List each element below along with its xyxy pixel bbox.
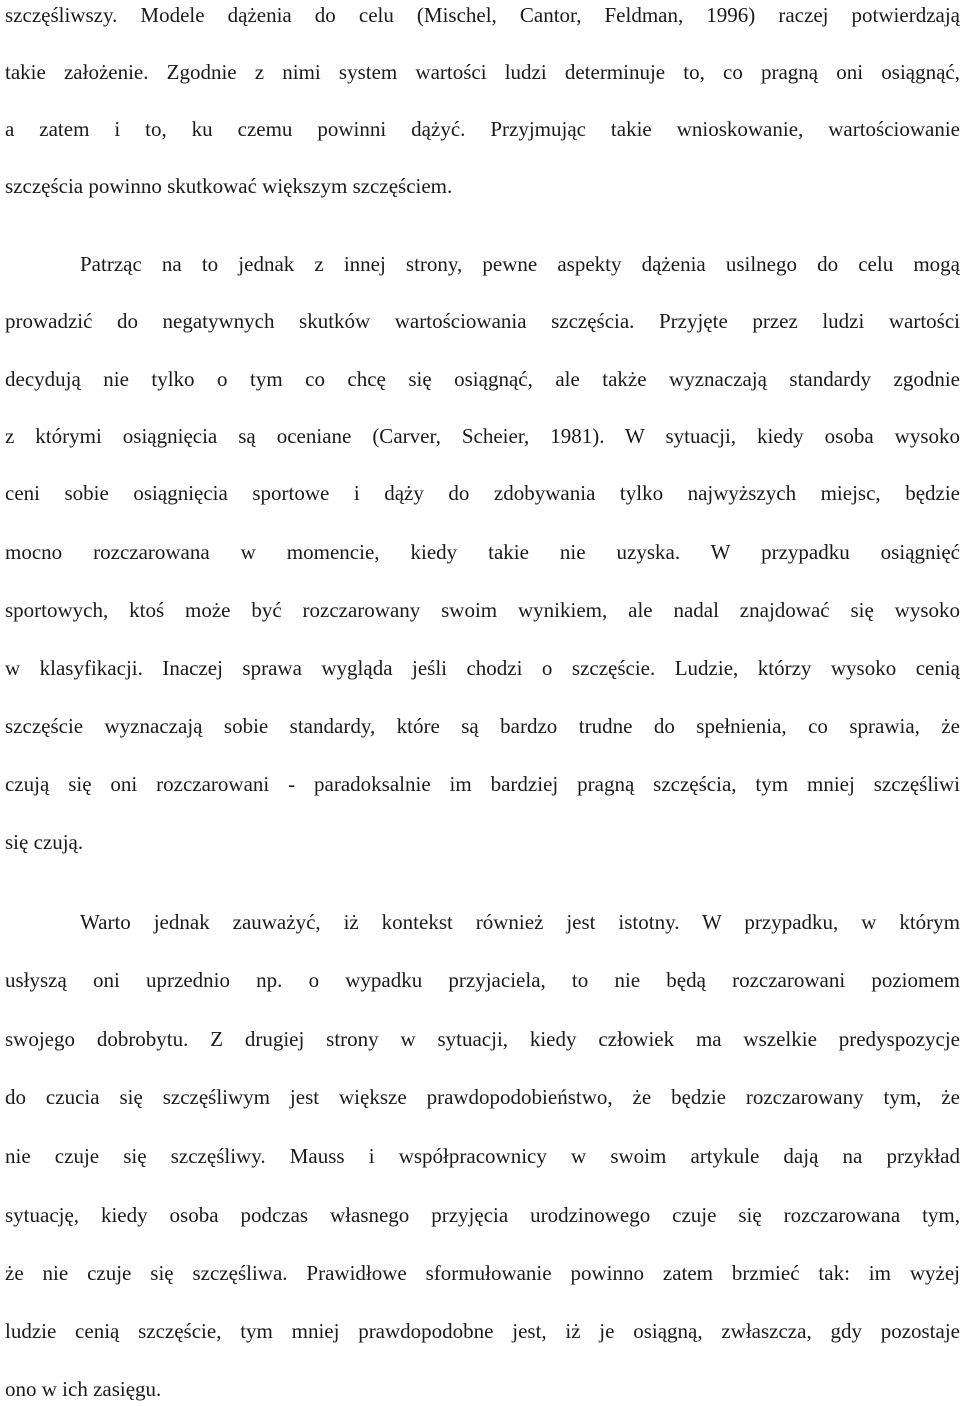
text-line: z którymi osiągnięcia są oceniane (Carver, Scheier, 1981). W sytuacji, kiedy osoba wysoko xyxy=(5,424,960,448)
text-line: szczęścia powinno skutkować większym szczęściem. xyxy=(5,174,453,198)
text-line: nie czuje się szczęśliwy. Mauss i współpracownicy w swoim artykule dają na przykład xyxy=(5,1144,960,1168)
text-line: usłyszą oni uprzednio np. o wypadku przyjaciela, to nie będą rozczarowani poziomem xyxy=(5,968,960,992)
text-line: ono w ich zasięgu. xyxy=(5,1377,162,1401)
text-line: w klasyfikacji. Inaczej sprawa wygląda jeśli chodzi o szczęście. Ludzie, którzy wysoko cenią xyxy=(5,656,960,680)
text-line: szczęśliwszy. Modele dążenia do celu (Mischel, Cantor, Feldman, 1996) raczej potwierdzają xyxy=(5,3,960,27)
text-line: sportowych, ktoś może być rozczarowany swoim wynikiem, ale nadal znajdować się wysoko xyxy=(5,598,960,622)
text-line: czują się oni rozczarowani - paradoksalnie im bardziej pragną szczęścia, tym mniej szczęśliwi xyxy=(5,772,960,796)
text-line: ludzie cenią szczęście, tym mniej prawdopodobne jest, iż je osiągną, zwłaszcza, gdy pozostaje xyxy=(5,1319,960,1343)
text-line: decydują nie tylko o tym co chcę się osiągnąć, ale także wyznaczają standardy zgodnie xyxy=(5,367,960,391)
text-line: szczęście wyznaczają sobie standardy, które są bardzo trudne do spełnienia, co sprawia, że xyxy=(5,714,960,738)
text-line: się czują. xyxy=(5,830,84,854)
text-line: a zatem i to, ku czemu powinni dążyć. Przyjmując takie wnioskowanie, wartościowanie xyxy=(5,117,960,141)
text-line: takie założenie. Zgodnie z nimi system wartości ludzi determinuje to, co pragną oni osiągnąć, xyxy=(5,60,960,84)
text-line: sytuację, kiedy osoba podczas własnego przyjęcia urodzinowego czuje się rozczarowana tym, xyxy=(5,1203,960,1227)
text-line: prowadzić do negatywnych skutków wartościowania szczęścia. Przyjęte przez ludzi wartości xyxy=(5,309,960,333)
text-line: do czucia się szczęśliwym jest większe prawdopodobieństwo, że będzie rozczarowany tym, że xyxy=(5,1085,960,1109)
text-line: ceni sobie osiągnięcia sportowe i dąży do zdobywania tylko najwyższych miejsc, będzie xyxy=(5,481,960,505)
text-line: swojego dobrobytu. Z drugiej strony w sytuacji, kiedy człowiek ma wszelkie predyspozycje xyxy=(5,1027,960,1051)
paragraph-first-line: Patrząc na to jednak z innej strony, pewne aspekty dążenia usilnego do celu mogą xyxy=(80,252,960,276)
text-line: że nie czuje się szczęśliwa. Prawidłowe sformułowanie powinno zatem brzmieć tak: im wyżej xyxy=(5,1261,960,1285)
paragraph-first-line: Warto jednak zauważyć, iż kontekst również jest istotny. W przypadku, w którym xyxy=(80,910,960,934)
text-line: mocno rozczarowana w momencie, kiedy takie nie uzyska. W przypadku osiągnięć xyxy=(5,540,960,564)
